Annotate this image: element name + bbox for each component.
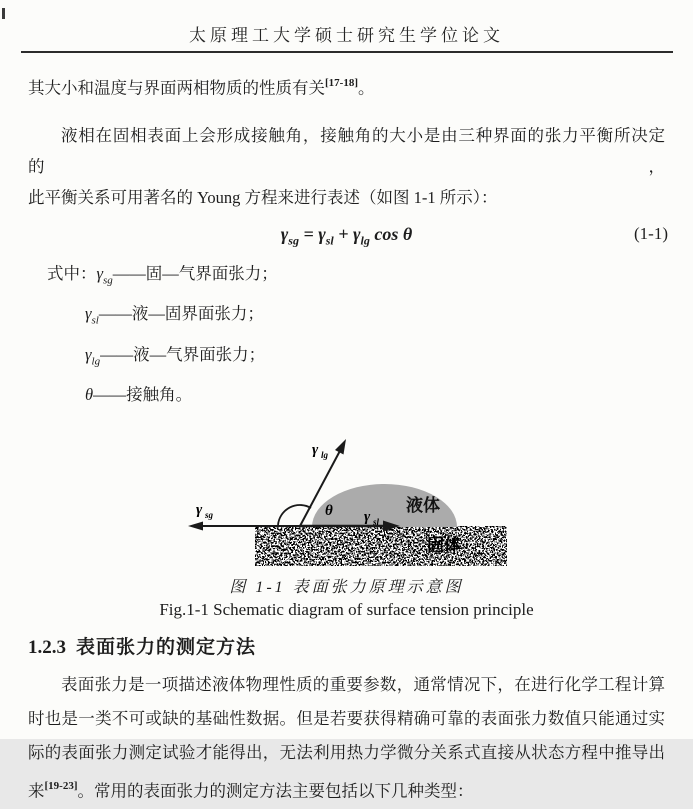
theta-label: θ (325, 503, 333, 520)
gamma-lg-label-sub: lg (321, 450, 329, 461)
symbol-definition: $\gamma_{sl}——$液—固界面张力； (85, 304, 264, 327)
defs-prefix: 式中： (47, 264, 97, 283)
gamma-lg-term: γ (353, 224, 361, 244)
paragraph-line: 表面张力是一项描述液体物理性质的重要参数，通常情况下，在进行化学工程计算 (61, 675, 665, 695)
paragraph-line: 时也是一类不可或缺的基础性数据。但是若要获得精确可靠的表面张力数值只能通过实 (28, 709, 665, 729)
gamma-sl-label: γ (364, 509, 371, 526)
paragraph-methods (28, 668, 665, 809)
figure-canvas (150, 424, 590, 576)
running-head: 太原理工大学硕士研究生学位论文 (189, 26, 504, 45)
paragraph-intro (28, 69, 665, 104)
paragraph-text: 。 (358, 78, 375, 98)
citation-ref: [17-18] (325, 77, 358, 89)
paragraph-line: 际的表面张力测定试验才能得出，无法利用热力学微分关系式直接从状态方程中推导出 (28, 743, 665, 763)
figure-caption-en: Fig.1-1 Schematic diagram of surface tension principle (159, 600, 534, 620)
young-equation: $\gamma_{sg} = \gamma_{sl} + \gamma_{lg}$ cos θ (280, 224, 413, 248)
gamma-lg-arrowhead (335, 439, 346, 455)
paragraph-line: 来[19-23]。常用的表面张力的测定方法主要包括以下几种类型： (28, 780, 474, 801)
page-header (0, 0, 693, 53)
liquid-label: 液体 (406, 496, 440, 516)
surface-tension-figure (28, 424, 665, 622)
gamma-lg-label: γ (312, 442, 319, 459)
solid-surface (260, 527, 502, 565)
paragraph-line: 此平衡关系可用著名的 Young 方程来进行表述（如图 1-1 所示）： (28, 188, 498, 207)
gamma-sg-label-sub: sg (205, 510, 214, 521)
symbol-definition: $\gamma_{lg}——$液—气界面张力； (85, 344, 266, 367)
header-rule (21, 51, 673, 53)
paragraph-text: 其大小和温度与界面两相物质的性质有关 (28, 78, 325, 98)
section-title: 表面张力的测定方法 (76, 637, 257, 659)
symbol-definition: θ——接触角。 (85, 384, 193, 404)
equation-number: (1-1) (634, 224, 668, 243)
gamma-sg-label: γ (196, 502, 203, 519)
section-heading (28, 635, 665, 661)
paragraph-line: 液相在固相表面上会形成接触角，接触角的大小是由三种界面的张力平衡所决定的， (28, 126, 665, 176)
scan-artifact (2, 8, 5, 19)
gamma-sg-term: γ (280, 224, 289, 244)
paragraph-young (28, 120, 665, 213)
section-number: 1.2.3 (28, 637, 66, 659)
figure-caption-zh: 图 1-1 表面张力原理示意图 (229, 579, 464, 597)
equation-row (28, 219, 668, 249)
page-body (0, 69, 693, 809)
citation-ref: [19-23] (44, 780, 78, 793)
gamma-sg-arrowhead (188, 522, 203, 531)
gamma-sl-label-sub: sl (373, 517, 380, 528)
symbol-definitions (28, 257, 665, 418)
symbol-definition: 式中：$\gamma_{sg}——$固—气界面张力； (47, 264, 278, 287)
gamma-sl-term: γ (318, 224, 326, 244)
solid-label: 固体 (427, 536, 461, 556)
figure-caption (28, 578, 665, 622)
